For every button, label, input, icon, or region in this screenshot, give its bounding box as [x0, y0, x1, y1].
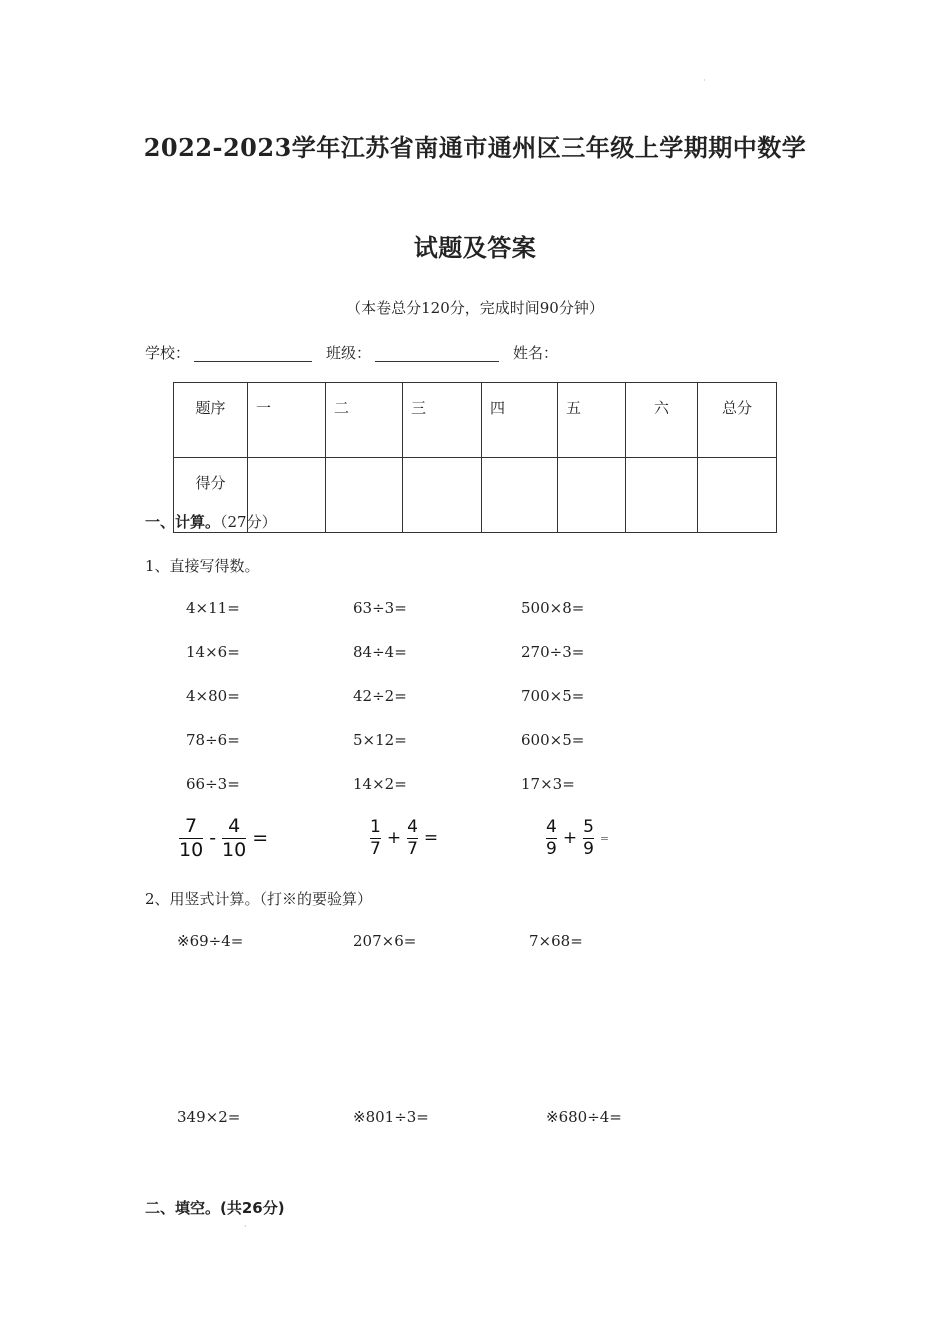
vertical-item: 7×68= [529, 932, 583, 950]
header-cell: 总分 [698, 383, 777, 458]
mental-item: 17×3= [521, 775, 575, 793]
section2-label: 二、填空。 [145, 1199, 221, 1217]
class-blank[interactable] [375, 343, 499, 362]
numerator: 4 [546, 817, 557, 837]
mental-item: 5×12= [353, 731, 407, 749]
numerator: 4 [228, 815, 241, 837]
numerator: 1 [370, 817, 381, 837]
score-cell[interactable] [326, 458, 403, 533]
header-cell: 六 [626, 383, 698, 458]
q2-title: 2、用竖式计算。（打※的要验算） [145, 890, 373, 908]
header-cell: 一 [248, 383, 326, 458]
operator: + [386, 828, 402, 849]
fraction-expression [367, 818, 441, 858]
fraction [407, 818, 418, 858]
score-cell[interactable] [698, 458, 777, 533]
denominator: 9 [583, 838, 594, 859]
numerator: 7 [185, 815, 198, 837]
q1-title: 1、直接写得数。 [145, 557, 260, 575]
vertical-item: ※69÷4= [177, 932, 244, 950]
fraction [222, 816, 246, 861]
section1-heading [145, 511, 277, 532]
student-info-row [145, 342, 558, 363]
denominator: 7 [370, 838, 381, 859]
score-cell[interactable] [558, 458, 626, 533]
header-cell: 三 [403, 383, 482, 458]
page-mark-bottom: · [244, 1222, 247, 1231]
name-label: 姓名： [513, 344, 559, 362]
vertical-item: ※801÷3= [353, 1108, 429, 1126]
denominator: 10 [222, 838, 247, 861]
score-cell[interactable] [403, 458, 482, 533]
row-label-cell: 得分 [174, 458, 248, 533]
section1-label: 一、计算。 [145, 513, 221, 531]
header-cell: 题序 [174, 383, 248, 458]
page-mark-top: · [703, 76, 706, 85]
numerator: 4 [407, 817, 418, 837]
operator: - [209, 827, 217, 850]
mental-item: 66÷3= [186, 775, 240, 793]
fraction-expression [176, 816, 271, 861]
mental-item: 700×5= [521, 687, 585, 705]
mental-item: 42÷2= [353, 687, 407, 705]
section2-points: (共26分) [220, 1199, 285, 1217]
fraction [370, 818, 381, 858]
fraction [546, 818, 557, 858]
score-table-header-row [174, 383, 777, 458]
denominator: 9 [546, 838, 557, 859]
score-cell[interactable] [626, 458, 698, 533]
mental-item: 500×8= [521, 599, 585, 617]
mental-item: 84÷4= [353, 643, 407, 661]
mental-item: 270÷3= [521, 643, 585, 661]
section1-points: （27分） [220, 513, 277, 531]
header-cell: 四 [482, 383, 558, 458]
mental-item: 4×11= [186, 599, 240, 617]
equals-sign: = [252, 827, 269, 850]
score-cell[interactable] [482, 458, 558, 533]
school-blank[interactable] [194, 343, 312, 362]
vertical-item: ※680÷4= [546, 1108, 622, 1126]
fraction-expression [543, 818, 612, 858]
page-title-line2: 试题及答案 [413, 233, 537, 262]
mental-item: 63÷3= [353, 599, 407, 617]
equals-sign: = [599, 831, 610, 845]
vertical-item: 349×2= [177, 1108, 241, 1126]
denominator: 7 [407, 838, 418, 859]
vertical-item: 207×6= [353, 932, 417, 950]
equals-sign: = [423, 828, 439, 849]
header-cell: 二 [326, 383, 403, 458]
operator: + [562, 828, 578, 849]
mental-item: 14×6= [186, 643, 240, 661]
school-label: 学校： [145, 344, 191, 362]
class-label: 班级： [326, 344, 372, 362]
numerator: 5 [583, 817, 594, 837]
exam-info: （本卷总分120分，完成时间90分钟） [346, 299, 604, 317]
page-title-line1: 2022-2023学年江苏省南通市通州区三年级上学期期中数学 [143, 133, 807, 162]
mental-item: 600×5= [521, 731, 585, 749]
section2-heading [145, 1197, 285, 1218]
denominator: 10 [179, 838, 204, 861]
fraction [179, 816, 203, 861]
mental-item: 4×80= [186, 687, 240, 705]
header-cell: 五 [558, 383, 626, 458]
fraction [583, 818, 594, 858]
mental-item: 78÷6= [186, 731, 240, 749]
mental-item: 14×2= [353, 775, 407, 793]
